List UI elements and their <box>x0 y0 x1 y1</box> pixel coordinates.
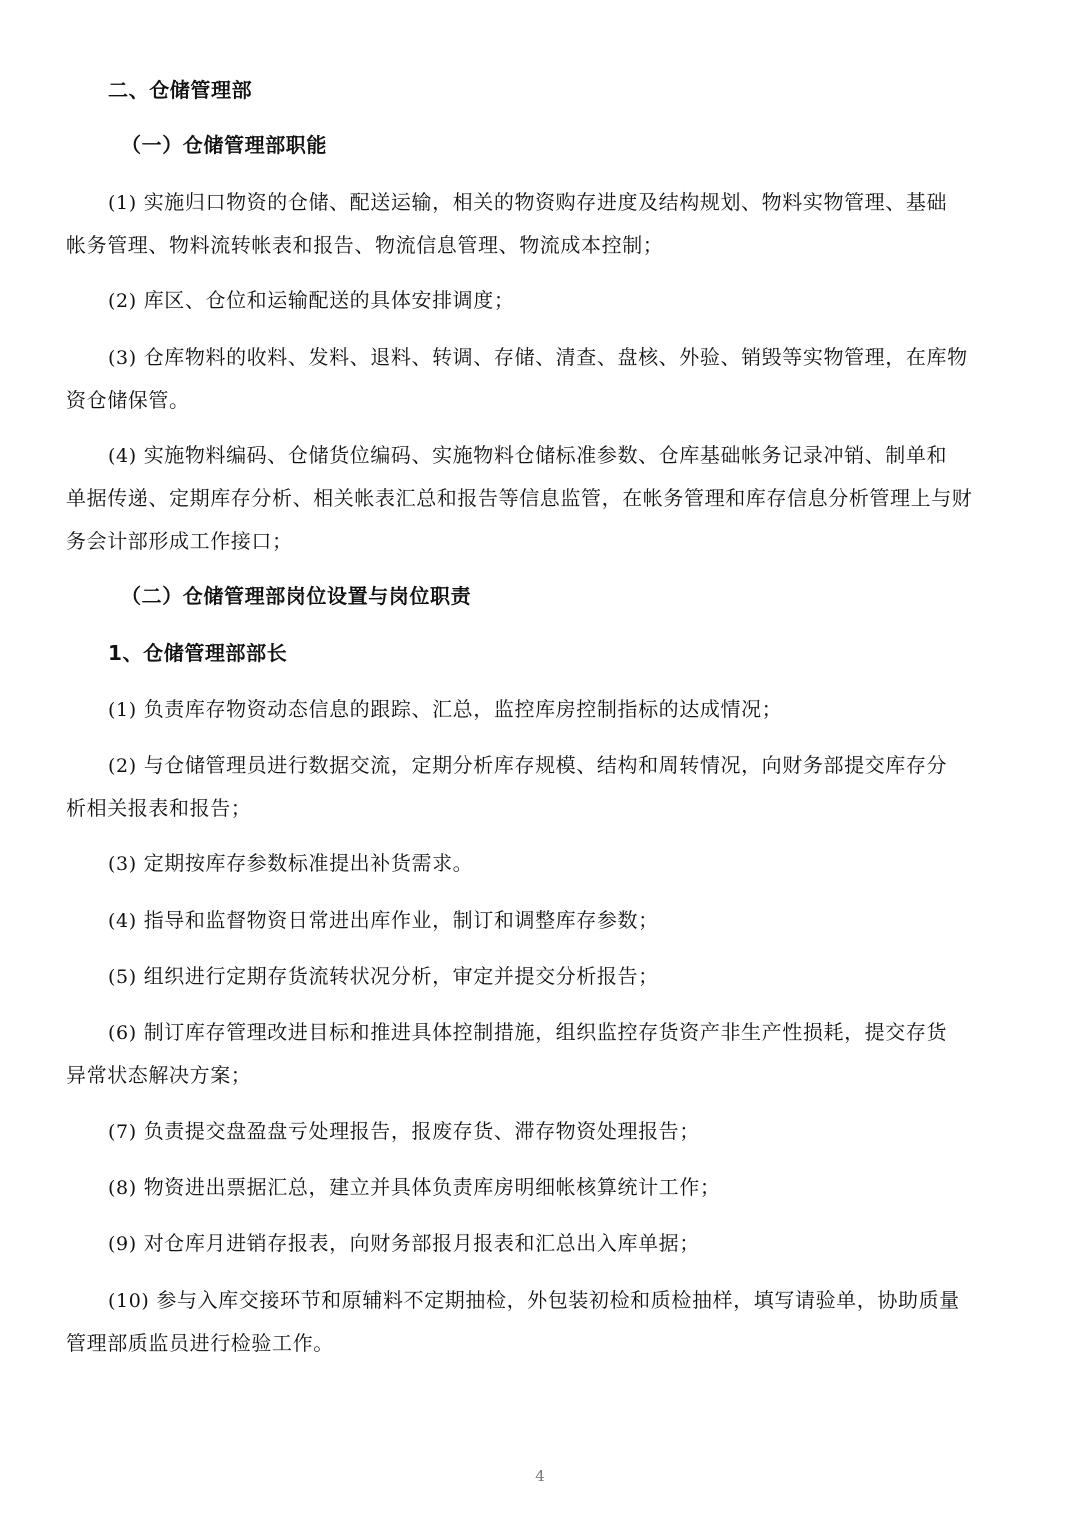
list-item-continuation: 帐务管理、物料流转帐表和报告、物流信息管理、物流成本控制； <box>66 233 664 257</box>
list-item-first-line <box>108 849 1058 878</box>
item-text: 指导和监督物资日常进出库作业，制订和调整库存参数； <box>143 908 659 932</box>
item-text: 仓库物料的收料、发料、退料、转调、存储、清查、盘核、外验、销毁等实物管理，在库物 <box>143 345 968 369</box>
list-item-continuation: 析相关报表和报告； <box>66 796 252 820</box>
item-number: (8) <box>108 1177 137 1199</box>
item-number: (3) <box>108 853 137 875</box>
item-text: 物资进出票据汇总，建立并具体负责库房明细帐核算统计工作； <box>143 1175 721 1199</box>
item-number: (1) <box>108 192 137 214</box>
list-item-first-line <box>108 1286 1058 1315</box>
list-item-first-line <box>108 1229 1058 1258</box>
item-text: 实施归口物资的仓储、配送运输，相关的物资购存进度及结构规划、物料实物管理、基础 <box>143 190 948 214</box>
list-item-first-line <box>108 441 1058 470</box>
item-text: 对仓库月进销存报表，向财务部报月报表和汇总出入库单据； <box>143 1231 700 1255</box>
item-text: 库区、仓位和运输配送的具体安排调度； <box>143 288 515 312</box>
item-number: (9) <box>108 1233 137 1255</box>
item-number: (3) <box>108 347 137 369</box>
item-text: 定期按库存参数标准提出补货需求。 <box>143 851 474 875</box>
list-item-continuation: 异常状态解决方案； <box>66 1063 252 1087</box>
list-item-first-line <box>108 1018 1058 1047</box>
list-item-continuation: 务会计部形成工作接口； <box>66 529 293 553</box>
subsection-title: （二）仓储管理部岗位设置与岗位职责 <box>121 584 472 608</box>
list-item-continuation: 管理部质监员进行检验工作。 <box>66 1331 334 1355</box>
item-number: (5) <box>108 966 137 988</box>
list-item-first-line <box>108 188 1058 217</box>
item-text: 制订库存管理改进目标和推进具体控制措施，组织监控存货资产非生产性损耗，提交存货 <box>143 1020 948 1044</box>
list-item-continuation: 资仓储保管。 <box>66 388 190 412</box>
item-text: 实施物料编码、仓储货位编码、实施物料仓储标准参数、仓库基础帐务记录冲销、制单和 <box>143 443 948 467</box>
item-text: 负责提交盘盈盘亏处理报告，报废存货、滞存物资处理报告； <box>143 1119 700 1143</box>
item-number: (4) <box>108 445 137 467</box>
position-title: 1、仓储管理部部长 <box>108 641 288 665</box>
item-number: (1) <box>108 699 137 721</box>
list-item-first-line <box>108 1117 1058 1146</box>
item-number: (4) <box>108 910 137 932</box>
list-item-first-line <box>108 343 1058 372</box>
list-item-first-line <box>108 962 1058 991</box>
item-number: (10) <box>108 1290 150 1312</box>
item-text: 参与入库交接环节和原辅料不定期抽检，外包装初检和质检抽样，填写请验单，协助质量 <box>156 1288 960 1312</box>
list-item-first-line <box>108 695 1058 724</box>
list-item-first-line <box>108 1173 1058 1202</box>
list-item-continuation: 单据传递、定期库存分析、相关帐表汇总和报告等信息监管，在帐务管理和库存信息分析管理上与财 <box>66 486 973 510</box>
item-number: (6) <box>108 1022 137 1044</box>
list-item-first-line <box>108 286 1058 315</box>
item-text: 组织进行定期存货流转状况分析，审定并提交分析报告； <box>143 964 659 988</box>
item-text: 与仓储管理员进行数据交流，定期分析库存规模、结构和周转情况，向财务部提交库存分 <box>143 753 948 777</box>
item-number: (2) <box>108 755 137 777</box>
subsection-title: （一）仓储管理部职能 <box>121 133 327 157</box>
list-item-first-line <box>108 751 1058 780</box>
section-title: 二、仓储管理部 <box>108 78 253 102</box>
list-item-first-line <box>108 906 1058 935</box>
item-number: (2) <box>108 290 137 312</box>
item-text: 负责库存物资动态信息的跟踪、汇总，监控库房控制指标的达成情况； <box>143 697 783 721</box>
item-number: (7) <box>108 1121 137 1143</box>
page-number: 4 <box>535 1467 545 1485</box>
